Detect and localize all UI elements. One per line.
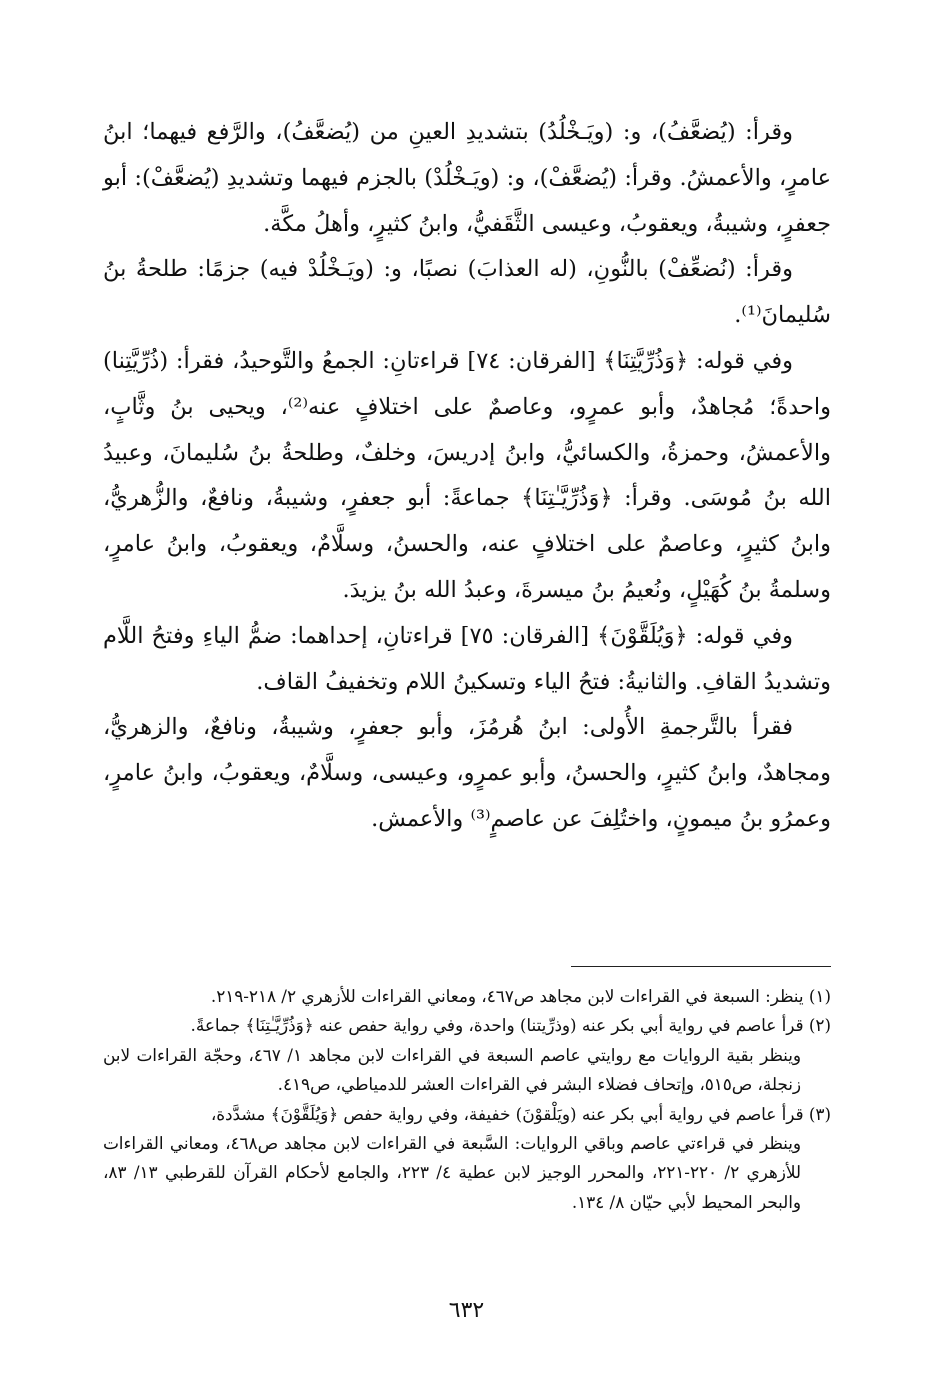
- paragraph-5: فقرأ بالتَّرجمةِ الأُولى: ابنُ هُرمُزَ، وأبو جعفرٍ، وشيبةُ، ونافعٌ، والزهريُّ، ومجاهدٌ، وابنُ كثيرٍ، والحسنُ، وأبو عمرٍو، وعيسى، وسلَّامٌ، ويعقوبُ، وابنُ عامرٍ، وعمرُو بنُ ميمونٍ، واختُلِفَ عن عاصمٍ⁽³⁾ والأعمش.: [103, 714, 831, 832]
- footnote-3: (٣) قرأ عاصم في رواية أبي بكر عنه (ويَلْقوْنَ) خفيفة، وفي رواية حفص ﴿وَيُلَقَّوْنَ﴾ مشدَّدة،: [210, 1103, 831, 1124]
- footnote-1: (١) ينظر: السبعة في القراءات لابن مجاهد ص٤٦٧، ومعاني القراءات للأزهري ٢/ ٢١٨-٢١٩.: [210, 986, 831, 1006]
- main-text: [103, 110, 831, 843]
- footnote-2-continuation: وينظر بقية الروايات مع روايتي عاصم السبعة في القراءات لابن مجاهد ١/ ٤٦٧، وحجّة القراءات لابن زنجلة، ص٥١٥، وإتحاف فضلاء البشر في القراءات العشر للدمياطي، ص٤١٩.: [103, 1044, 801, 1095]
- paragraph-1: وقرأ: (يُضعَّفُ)، و: (ويَـخْلُدُ) بتشديدِ العينِ من (يُضعَّفُ)، والرَّفع فيهما؛ ابنُ عامرٍ، والأعمشُ. وقرأ: (يُضعَّفْ)، و: (ويَـخْلُدْ) بالجزم فيهما وتشديدِ (يُضعَّفْ): أبو جعفرٍ، وشيبةُ، ويعقوبُ، وعيسى الثَّقَفيُّ، وابنُ كثيرٍ، وأهلُ مكَّة.: [103, 119, 831, 237]
- paragraph-4: وفي قوله: ﴿وَيُلَقَّوْنَ﴾ [الفرقان: ٧٥] قراءتانِ، إحداهما: ضمُّ الياءِ وفتحُ اللَّام وتشديدُ القافِ. والثانيةُ: فتحُ الياء وتسكينُ اللام وتخفيفُ القاف.: [103, 622, 831, 695]
- footnote-3-continuation: وينظر في قراءتي عاصم وباقي الروايات: السَّبعة في القراءات لابن مجاهد ص٤٦٨، ومعاني القراءات للأزهري ٢/ ٢٢٠-٢٢١، والمحرر الوجيز لابن عطية ٤/ ٢٢٣، والجامع لأحكام القرآن للقرطبي ١٣/ ٨٣، والبحر المحيط لأبي حيّان ٨/ ١٣٤.: [103, 1133, 801, 1212]
- paragraph-3: وفي قوله: ﴿وَذُرِّيَّتِنَا﴾ [الفرقان: ٧٤] قراءتانِ: الجمعُ والتَّوحيدُ، فقرأ: (ذُرِّيَّتِنا) واحدةً؛ مُجاهدٌ، وأبو عمرٍو، وعاصمٌ على اختلافٍ عنه⁽²⁾، ويحيى بنُ وثَّابٍ، والأعمشُ، وحمزةُ، والكسائيُّ، وابنُ إدريسَ، وخلفٌ، وطلحةُ بنُ سُليمانَ، وعبيدُ الله بنُ مُوسَى. وقرأ: ﴿وَذُرِّيَّـٰتِنَا﴾ جماعةً: أبو جعفرٍ، وشيبةُ، ونافعٌ، والزُّهريُّ، وابنُ كثيرٍ، وعاصمٌ على اختلافٍ عنه، والحسنُ، وسلَّامٌ، ويعقوبُ، وابنُ عامرٍ، وسلمةُ بنُ كُهَيْلٍ، ونُعيمُ بنُ ميسرةَ، وعبدُ الله بنُ يزيدَ.: [103, 347, 831, 603]
- paragraph-2: وقرأ: (نُضعِّفْ) بالنُّونِ، (له العذابَ) نصبًا، و: (ويَـخْلُدْ فيه) جزمًا: طلحةُ بنُ سُليمانَ⁽¹⁾.: [103, 256, 831, 329]
- footnote-2: (٢) قرأ عاصم في رواية أبي بكر عنه (وذرِّيتنا) واحدة، وفي رواية حفص عنه ﴿وَذُرِّيَّـٰتِنَا﴾ جماعةً.: [190, 1015, 831, 1036]
- footnotes: [103, 982, 831, 1217]
- footnote-separator: [571, 966, 831, 967]
- page-number: ٦٣٢: [448, 1298, 485, 1323]
